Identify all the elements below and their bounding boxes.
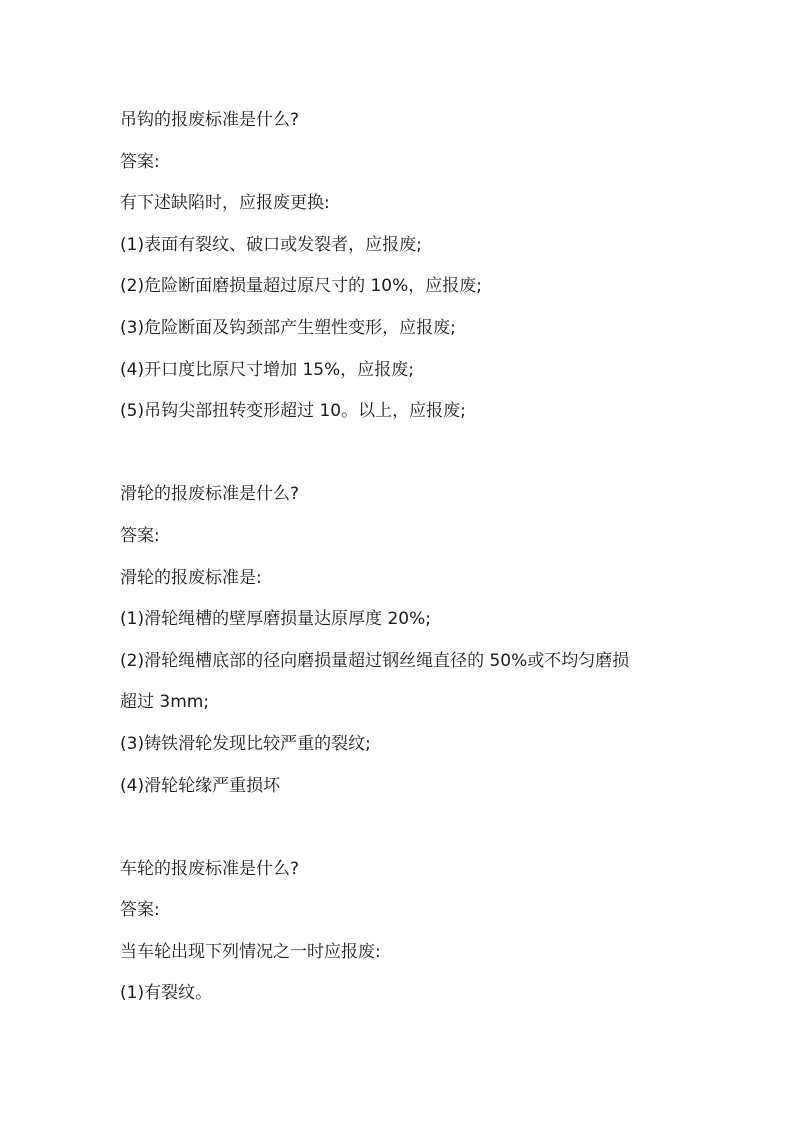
answer-item: (4)滑轮轮缘严重损坏 <box>120 775 281 796</box>
answer-item: (2)危险断面磨损量超过原尺寸的 10%，应报废; <box>120 276 482 297</box>
answer-intro: 滑轮的报废标准是: <box>120 567 262 588</box>
answer-item: (3)危险断面及钩颈部产生塑性变形，应报废; <box>120 317 456 338</box>
answer-intro: 有下述缺陷时，应报废更换: <box>120 193 330 214</box>
question-heading: 滑轮的报废标准是什么? <box>120 484 300 505</box>
answer-item: (2)滑轮绳槽底部的径向磨损量超过钢丝绳直径的 50%或不均匀磨损 <box>120 650 630 671</box>
document-body <box>120 100 680 1015</box>
answer-item: (1)有裂纹。 <box>120 983 213 1004</box>
answer-item: (5)吊钩尖部扭转变形超过 10。以上，应报废; <box>120 401 466 422</box>
answer-intro: 当车轮出现下列情况之一时应报废: <box>120 941 381 962</box>
qa-section-pulley <box>120 474 680 807</box>
qa-section-wheel <box>120 849 680 1015</box>
section-spacer <box>120 433 680 475</box>
answer-item: (1)表面有裂纹、破口或发裂者，应报废; <box>120 234 422 255</box>
answer-item: (1)滑轮绳槽的壁厚磨损量达原厚度 20%; <box>120 609 431 630</box>
answer-label: 答案: <box>120 151 160 172</box>
question-heading: 吊钩的报废标准是什么? <box>120 110 300 130</box>
answer-label: 答案: <box>120 525 160 546</box>
section-spacer <box>120 807 680 849</box>
answer-label: 答案: <box>120 900 160 921</box>
qa-section-hook <box>120 100 680 433</box>
answer-item-continued: 超过 3mm; <box>120 692 210 713</box>
answer-item: (3)铸铁滑轮发现比较严重的裂纹; <box>120 733 371 754</box>
answer-item: (4)开口度比原尺寸增加 15%，应报废; <box>120 359 414 380</box>
question-heading: 车轮的报废标准是什么? <box>120 858 300 879</box>
